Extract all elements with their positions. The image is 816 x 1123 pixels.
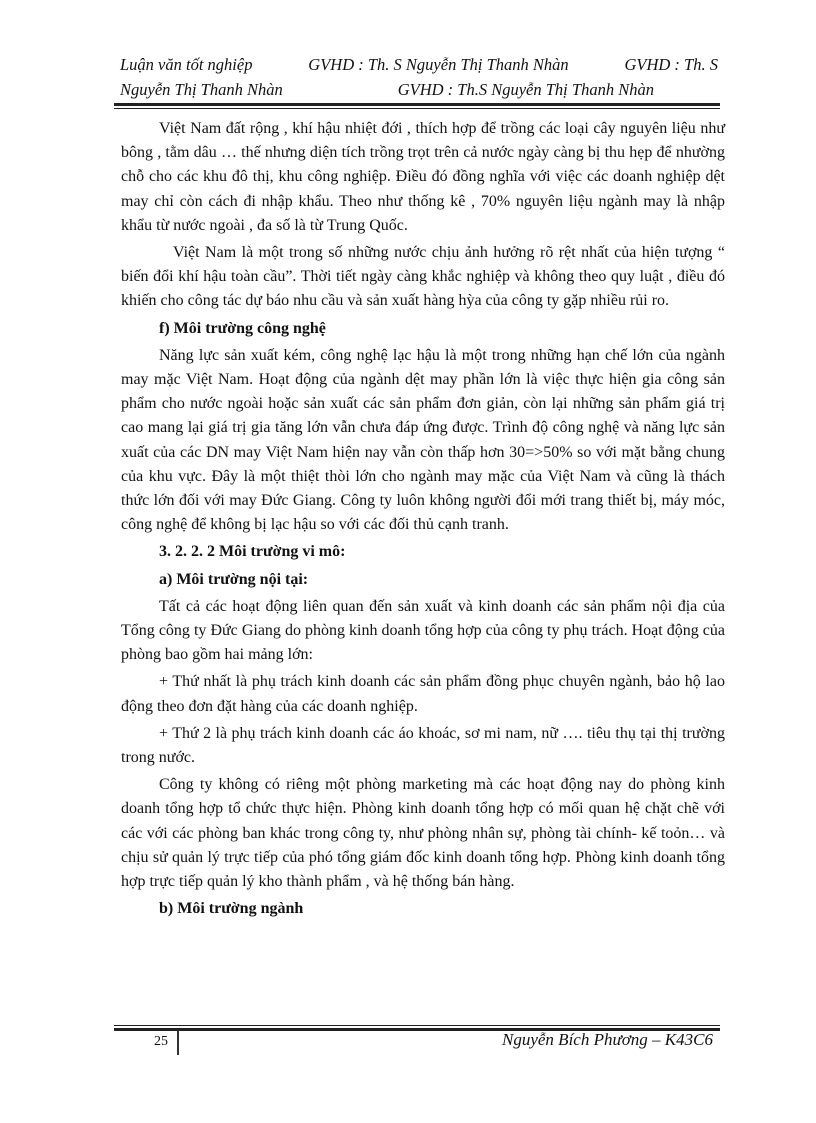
page-header — [120, 52, 718, 102]
header-advisor-2-end: Nguyễn Thị Thanh Nhàn — [120, 80, 283, 99]
paragraph-land-climate: Việt Nam đất rộng , khí hậu nhiệt đới , thích hợp để trồng các loại cây nguyên liệu như bông , tằm dâu … thế nhưng diện tích trồng trọt trên cả nước ngày càng bị thu hẹp để nhường chỗ cho các khu đô thị, khu công nghiệp. Điều đó đồng nghĩa với việc các doanh nghiệp dệt may chỉ còn cách đi nhập khẩu. Theo như thống kê , 70% nguyên liệu ngành may là nhập khẩu từ nước ngoài , đa số là từ Trung Quốc. — [121, 120, 725, 234]
page-number-divider — [177, 1030, 179, 1055]
header-line-1 — [120, 52, 718, 77]
paragraph-second-area: + Thứ 2 là phụ trách kinh doanh các áo khoác, sơ mi nam, nữ …. tiêu thụ tại thị trường trong nước. — [121, 724, 725, 767]
page-number: 25 — [154, 1034, 168, 1049]
paragraph-first-area: + Thứ nhất là phụ trách kinh doanh các sản phẩm đồng phục chuyên ngành, bảo hộ lao động theo đơn đặt hàng của các doanh nghiệp. — [121, 673, 725, 715]
paragraph-technology: Năng lực sản xuất kém, công nghệ lạc hậu là một trong những hạn chế lớn của ngành may mặc Việt Nam. Hoạt động của ngành dệt may phần lớn là việc thực hiện gia công sản phẩm cho nước ngoài hoặc sản xuất các sản phẩm đơn giản, còn lại những sản phẩm giá trị cao mang lại giá trị gia tăng lớn vẫn chưa đáp ứng được. Trình độ công nghệ và năng lực sản xuất của các DN may Việt Nam hiện nay vẫn còn thấp hơn 30=>50% so với mặt bằng chung của khu vực. Đây là một thiệt thòi lớn cho ngành may mặc của Việt Nam và cũng là thách thức lớn đối với may Đức Giang. Công ty luôn không người đổi mới trang thiết bị, máy móc, công nghệ để không bị lạc hậu so với các đối thủ cạnh tranh. — [121, 346, 725, 534]
header-rule — [114, 103, 720, 109]
paragraph-marketing: Công ty không có riêng một phòng marketing mà các hoạt động nay do phòng kinh doanh tổng hợp tổ chức thực hiện. Phòng kinh doanh tổng hợp có mối quan hệ chặt chẽ với các với các phòng ban khác trong công ty, như phòng nhân sự, phòng tài chính- kế toỏn… và chịu sử quản lý trực tiếp của phó tổng giám đốc kinh doanh tổng hợp. Phòng kinh doanh tổng hợp trực tiếp quản lý kho thành phẩm , và hệ thống bán hàng. — [121, 776, 725, 891]
heading-industry-environment: b) Môi trường ngành — [159, 900, 304, 918]
heading-internal-environment: a) Môi trường nội tại: — [159, 570, 309, 588]
header-line-2 — [120, 77, 718, 102]
header-advisor-1: GVHD : Th. S Nguyễn Thị Thanh Nhàn — [308, 55, 569, 74]
paragraph-internal-activities: Tất cả các hoạt động liên quan đến sản xuất và kinh doanh các sản phẩm nội địa của Tổng công ty Đức Giang do phòng kinh doanh tổng hợp của công ty phụ trách. Hoạt động của phòng bao gồm hai mảng lớn: — [121, 597, 725, 664]
header-advisor-2-start: GVHD : Th. S — [624, 55, 718, 74]
footer-author: Nguyễn Bích Phương – K43C6 — [502, 1030, 713, 1049]
paragraph-climate-change: Việt Nam là một trong số những nước chịu ảnh hưởng rõ rệt nhất của hiện tượng “ biến đổi khí hậu toàn cầu”. Thời tiết ngày càng khắc nghiệp và không theo quy luật , điều đó khiến cho công tác dự báo nhu cầu và sản xuất hàng hỳa của công ty gặp nhiều rủi ro. — [121, 244, 725, 310]
page-content — [121, 117, 725, 925]
heading-micro-environment: 3. 2. 2. 2 Môi trường vi mô: — [159, 543, 346, 561]
header-advisor-3: GVHD : Th.S Nguyễn Thị Thanh Nhàn — [397, 80, 654, 99]
heading-technology-environment: f) Môi trường công nghệ — [159, 319, 326, 337]
header-thesis-label: Luận văn tốt nghiệp — [120, 55, 253, 74]
